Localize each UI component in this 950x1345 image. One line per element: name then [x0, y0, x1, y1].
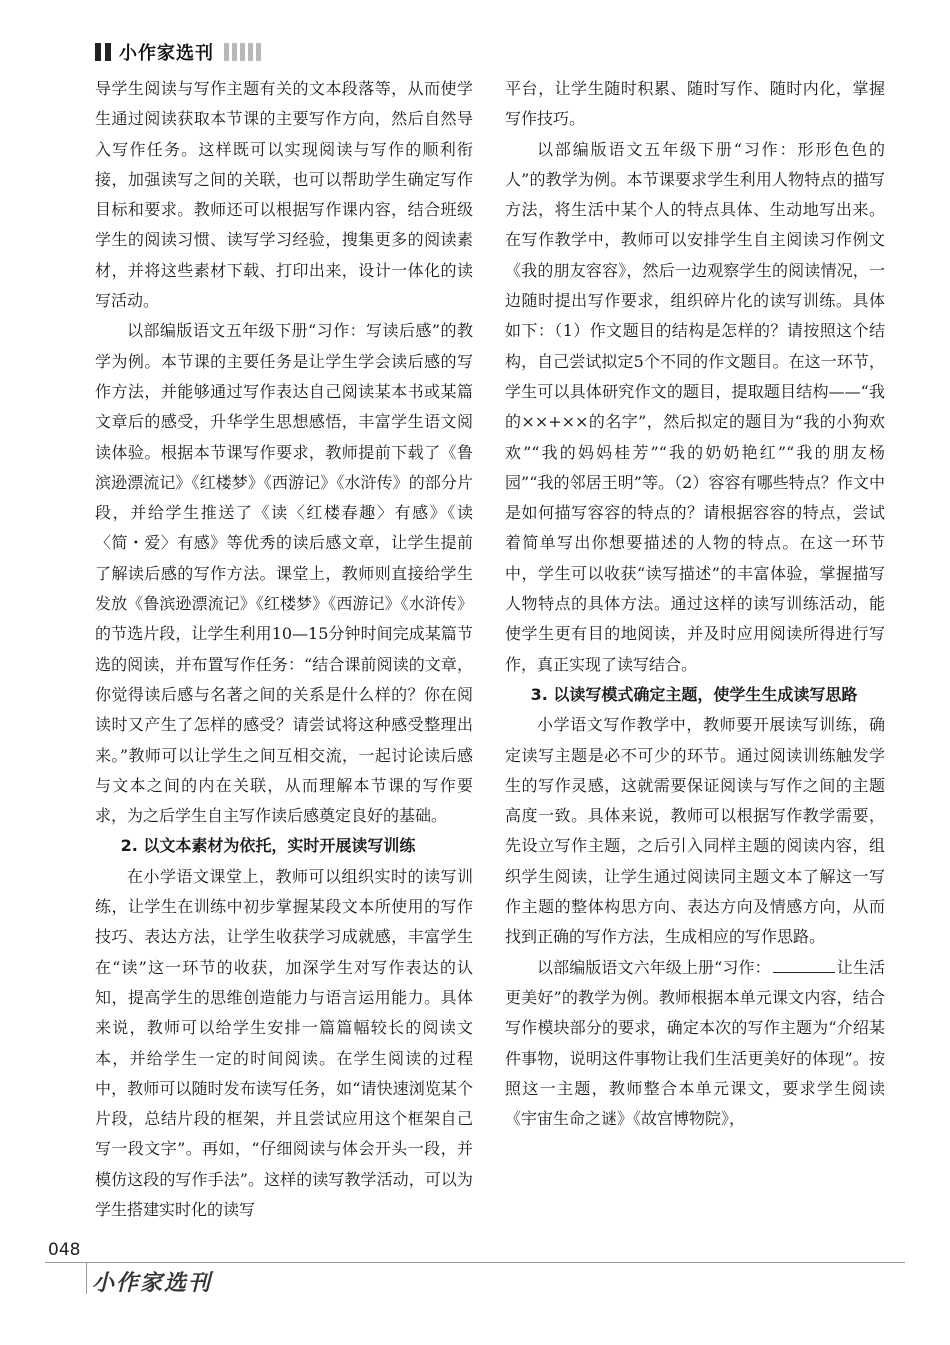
paragraph: 小学语文写作教学中，教师要开展读写训练，确定读写主题是必不可少的环节。通过阅读训练触发学生的写作灵感，这就需要保证阅读与写作之间的主题高度一致。具体来说，教师可以根据写作教学需要，先设立写作主题，之后引入同样主题的阅读内容，组织学生阅读，让学生通过阅读同主题文本了解这一写作主题的整体构思方向、表达方向及情感方向，从而找到正确的写作方法，生成相应的写作思路。	[505, 715, 885, 947]
paragraph: 在小学语文课堂上，教师可以组织实时的读写训练，让学生在训练中初步掌握某段文本所使用的写作技巧、表达方法，让学生收获学习成就感，丰富学生在“读”这一环节的收获，加深学生对写作表达的认知，提高学生的思维创造能力与语言运用能力。具体来说，教师可以给学生安排一篇篇幅较长的阅读文本，并给学生一定的时间阅读。在学生阅读的过程中，教师可以随时发布读写任务，如“请快速浏览某个片段，总结片段的框架，并且尝试应用这个框架自己写一段文字”。再如，“仔细阅读与体会开头一段，并模仿这段的写作手法”。这样的读写教学活动，可以为学生搭建实时化的读写	[95, 866, 473, 1219]
paragraph: 导学生阅读与写作主题有关的文本段落等，从而使学生通过阅读获取本节课的主要写作方向，然后自然导入写作任务。这样既可以实现阅读与写作的顺利衔接，加强读写之间的关联，也可以帮助学生确定写作目标和要求。教师还可以根据写作课内容，结合班级学生的阅读习惯、读写学习经验，搜集更多的阅读素材，并将这些素材下载、打印出来，设计一体化的读写活动。	[95, 79, 473, 311]
footer-logo: 小作家选刊	[92, 1270, 213, 1296]
paragraph-text: 让生活更美好”的教学为例。教师根据本单元课文内容，结合写作模块部分的要求，确定本次的写作主题为“介绍某件事物，说明这件事物让我们生活更美好的体现”。按照这一主题，教师整合本单元课文，要求学生阅读《宇宙生命之谜》《故宫博物院》，	[505, 957, 885, 1129]
paragraph: 以部编版语文五年级下册“习作：写读后感”的教学为例。本节课的主要任务是让学生学会读后感的写作方法，并能够通过写作表达自己阅读某本书或某篇文章后的感受，升华学生思想感悟，丰富学生语文阅读体验。根据本节课写作要求，教师提前下载了《鲁滨逊漂流记》《红楼梦》《西游记》《水浒传》的部分片段，并给学生推送了《读〈红楼春趣〉有感》《读〈简・爱〉有感》等优秀的读后感文章，让学生提前了解读后感的写作方法。课堂上，教师则直接给学生发放《鲁滨逊漂流记》《红楼梦》《西游记》《水浒传》的节选片段，让学生利用10—15分钟时间完成某篇节选的阅读，并布置写作任务：“结合课前阅读的文章，你觉得读后感与名著之间的关系是什么样的？你在阅读时又产生了怎样的感受？请尝试将这种感受整理出来。”教师可以让学生之间互相交流，一起讨论读后感与文本之间的内在关联，从而理解本节课的写作要求，为之后学生自主写作读后感奠定良好的基础。	[95, 321, 473, 826]
running-header	[95, 40, 261, 64]
paragraph: 以部编版语文五年级下册“习作：形形色色的人”的教学为例。本节课要求学生利用人物特点的描写方法，将生活中某个人的特点具体、生动地写出来。在写作教学中，教师可以安排学生自主阅读习作例文《我的朋友容容》，然后一边观察学生的阅读情况，一边随时提出写作要求，组织碎片化的读写训练。具体如下：（1）作文题目的结构是怎样的？请按照这个结构，自己尝试拟定5个不同的作文题目。在这一环节，学生可以具体研究作文的题目，提取题目结构——“我的××+××的名字”，然后拟定的题目为“我的小狗欢欢”“我的妈妈桂芳”“我的奶奶艳红”“我的朋友杨园”“我的邻居王明”等。（2）容容有哪些特点？作文中是如何描写容容的特点的？请根据容容的特点，尝试着简单写出你想要描述的人物的特点。在这一环节中，学生可以收获“读写描述”的丰富体验，掌握描写人物特点的具体方法。通过这样的读写训练活动，能使学生更有目的地阅读，并及时应用阅读所得进行写作，真正实现了读写结合。	[505, 139, 885, 674]
paragraph: 平台，让学生随时积累、随时写作、随时内化，掌握写作技巧。	[505, 79, 885, 129]
header-dark-bars	[95, 43, 111, 61]
section-heading: 3. 以读写模式确定主题，使学生生成读写思路	[530, 684, 858, 704]
right-column	[505, 74, 885, 1134]
section-heading: 2. 以文本素材为依托，实时开展读写训练	[120, 836, 416, 856]
paragraph-text: 以部编版语文六年级上册“习作：	[537, 957, 771, 977]
footer-divider	[45, 1262, 905, 1263]
left-column	[95, 74, 473, 1225]
fill-in-blank	[773, 958, 835, 973]
footer-vertical-divider	[86, 1262, 87, 1294]
header-light-bars	[224, 43, 261, 61]
page-number: 048	[48, 1240, 81, 1260]
journal-title: 小作家选刊	[119, 43, 214, 64]
paragraph	[505, 953, 885, 1135]
